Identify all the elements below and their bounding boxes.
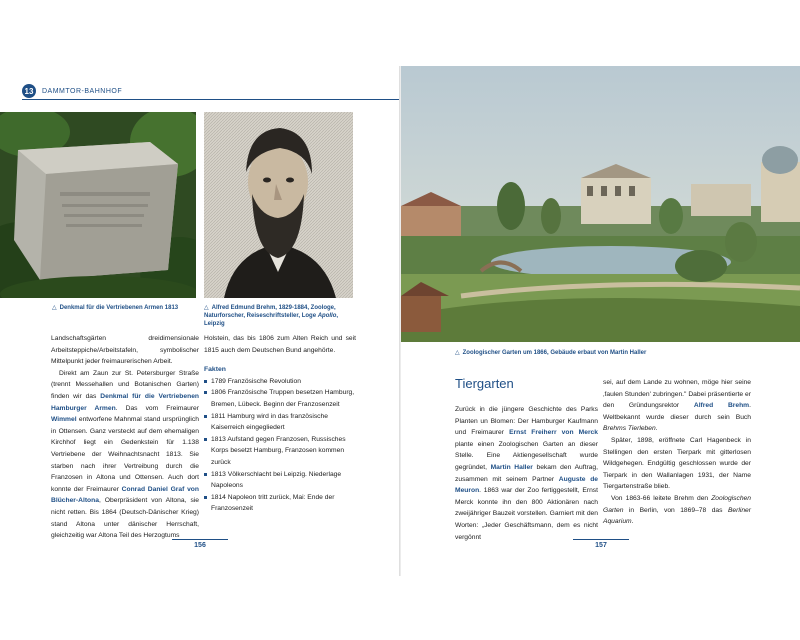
zoo-caption-text: Zoologischer Garten um 1866, Gebäude erbaut von Martin Haller — [462, 350, 647, 356]
zoo-illustration — [401, 66, 800, 342]
zoo-caption — [455, 349, 755, 357]
text-run: . — [631, 518, 634, 526]
paragraph — [51, 368, 199, 542]
fact-item: 1813 Aufstand gegen Franzosen, Russisches Korps besetzt Hamburg, Franzosen kommen zurück — [204, 434, 356, 469]
fact-item: 1789 Französische Revolution — [204, 376, 356, 388]
highlight-memorial: Denkmal für die Vertriebenen Hamburger Armen — [51, 392, 200, 412]
caption-marker: △ — [52, 305, 57, 311]
text-run: Von 1863-66 leitete Brehm den — [611, 494, 712, 502]
right-column-2 — [603, 377, 751, 528]
paragraph — [603, 493, 751, 528]
left-page — [0, 0, 399, 640]
page-number-right: 157 — [595, 542, 607, 549]
right-column-1 — [455, 404, 598, 543]
text-run: , Oberpräsident von Altona, sie nicht retten. Bis 1864 (Deutsch-Dänischer Krieg) stand Altona unter dänischer Herrschaft, gleichzeitig war Altona Teil des Herzogtums — [51, 497, 199, 540]
italic-zoo: Zoologischen Garten — [603, 494, 751, 514]
facts-list — [204, 376, 356, 515]
caption-marker: △ — [455, 350, 460, 356]
page-number-rule — [573, 539, 629, 540]
brehm-caption — [204, 304, 354, 328]
paragraph — [455, 404, 598, 543]
paragraph: Später, 1898, eröffnete Carl Hagenbeck in Stellingen den ersten Tierpark mit gitterlosen Wildgehegen. Endgültig geschlossen wurde der Tierpark in den Wallanlagen 1931, der Name Tiergartenstraße blieb. — [603, 436, 751, 491]
chapter-title: DAMMTOR-BAHNHOF — [42, 87, 123, 95]
paragraph: Holstein, das bis 1806 zum Alten Reich und seit 1815 auch dem Deutschen Bund angehörte. — [204, 335, 356, 354]
highlight-wimmel: Wimmel — [51, 416, 77, 424]
text-run: bekam den Auftrag, zusammen mit seinem Partner — [455, 463, 598, 483]
highlight-bluecher: Conrad Daniel Graf von Blücher-Altona — [51, 485, 199, 505]
text-run: . — [655, 425, 658, 433]
text-run: . Das vom Freimaurer — [115, 404, 199, 412]
running-header — [22, 83, 122, 99]
page-number-rule — [172, 539, 228, 540]
left-column-2 — [204, 333, 356, 515]
text-run: Zurück in die jüngere Geschichte des Parks Planten un Blomen: Der Hamburger Kaufmann und Freimaurer — [455, 406, 598, 437]
text-run: . 1863 war der Zoo fertiggestellt, Ernst Merck konnte ihn den 800 Aktionären nach zweijähriger Bauzeit vorstellen. Garniert mit den Worten: „Jeder Geschäftsmann, dem es nicht vergönnt — [455, 487, 598, 541]
caption-marker: △ — [204, 305, 209, 311]
fact-item: 1814 Napoleon tritt zurück, Mai: Ende der Franzosenzeit — [204, 492, 356, 515]
memorial-caption — [52, 304, 200, 312]
text-run: in Berlin, von 1869–78 das — [623, 506, 728, 514]
memorial-caption-text: Denkmal für die Vertriebenen Armen 1813 — [59, 305, 179, 311]
text-run: sei, auf dem Lande zu wohnen, möge hier seine ‚faulen Stunden' zubringen." Dabei präsentierte er den Gründungsrektor — [603, 379, 751, 410]
brehm-portrait — [204, 112, 353, 298]
text-run: plante einen Zoologischen Garten an dieser Stelle. Eine Aktiengesellschaft wurde gegründet, — [455, 440, 598, 471]
brehm-caption-italic: Apollo — [317, 313, 337, 319]
fact-item: 1806 Französische Truppen besetzen Hamburg, Bremen, Lübeck. Beginn der Franzosenzeit — [204, 387, 356, 410]
fact-item: 1813 Völkerschlacht bei Leipzig. Niederlage Napoleons — [204, 469, 356, 492]
paragraph — [603, 377, 751, 435]
chapter-number-badge: 13 — [22, 84, 36, 98]
italic-aquarium: Berliner Aquarium — [603, 506, 751, 526]
facts-heading: Fakten — [204, 366, 226, 374]
memorial-photo — [0, 112, 196, 298]
book-title: Brehms Tierleben — [603, 425, 656, 433]
section-title: Tiergarten — [455, 376, 514, 391]
highlight-haller: Martin Haller — [490, 463, 533, 471]
highlight-brehm: Alfred Brehm — [693, 402, 750, 410]
brehm-caption-text-1: Alfred Edmund Brehm, 1829-1884, Zoologe, Naturforscher, Reiseschriftsteller, Loge — [204, 305, 336, 319]
brehm-caption-text-2: , Leipzig — [204, 313, 339, 327]
page-number-left: 156 — [194, 542, 206, 549]
fact-item: 1811 Hamburg wird in das französische Kaiserreich eingegliedert — [204, 411, 356, 434]
left-column-1 — [51, 333, 199, 542]
paragraph: Landschaftsgärten dreidimensionale Arbeitsteppiche/Arbeitstafeln, symbolischer Mittelpunkt jeder freimaurerischen Arbeit. — [51, 335, 199, 366]
text-run: entworfene Mahnmal stand ursprünglich in Ottensen. Ganz versteckt auf dem ehemaligen Kirchhof liegt ein Gedenkstein für 1.138 Vertriebene der Weihnachtsnacht 1813. Sie starben nach ihrer Vertreibung durch die Franzosen in Altona und Ottensen. Auch dort konnte der Freimaurer — [51, 416, 199, 493]
highlight-meuron: Auguste de Meuron — [455, 475, 598, 495]
highlight-merck: Ernst Freiherr von Merck — [509, 429, 598, 437]
text-run: Direkt am Zaun zur St. Petersburger Straße (trennt Messehallen und Botanischen Garten) finden wir das — [51, 369, 199, 400]
text-run: . Weltbekannt wurde dieser durch sein Buch — [603, 402, 751, 421]
header-rule — [22, 99, 399, 100]
